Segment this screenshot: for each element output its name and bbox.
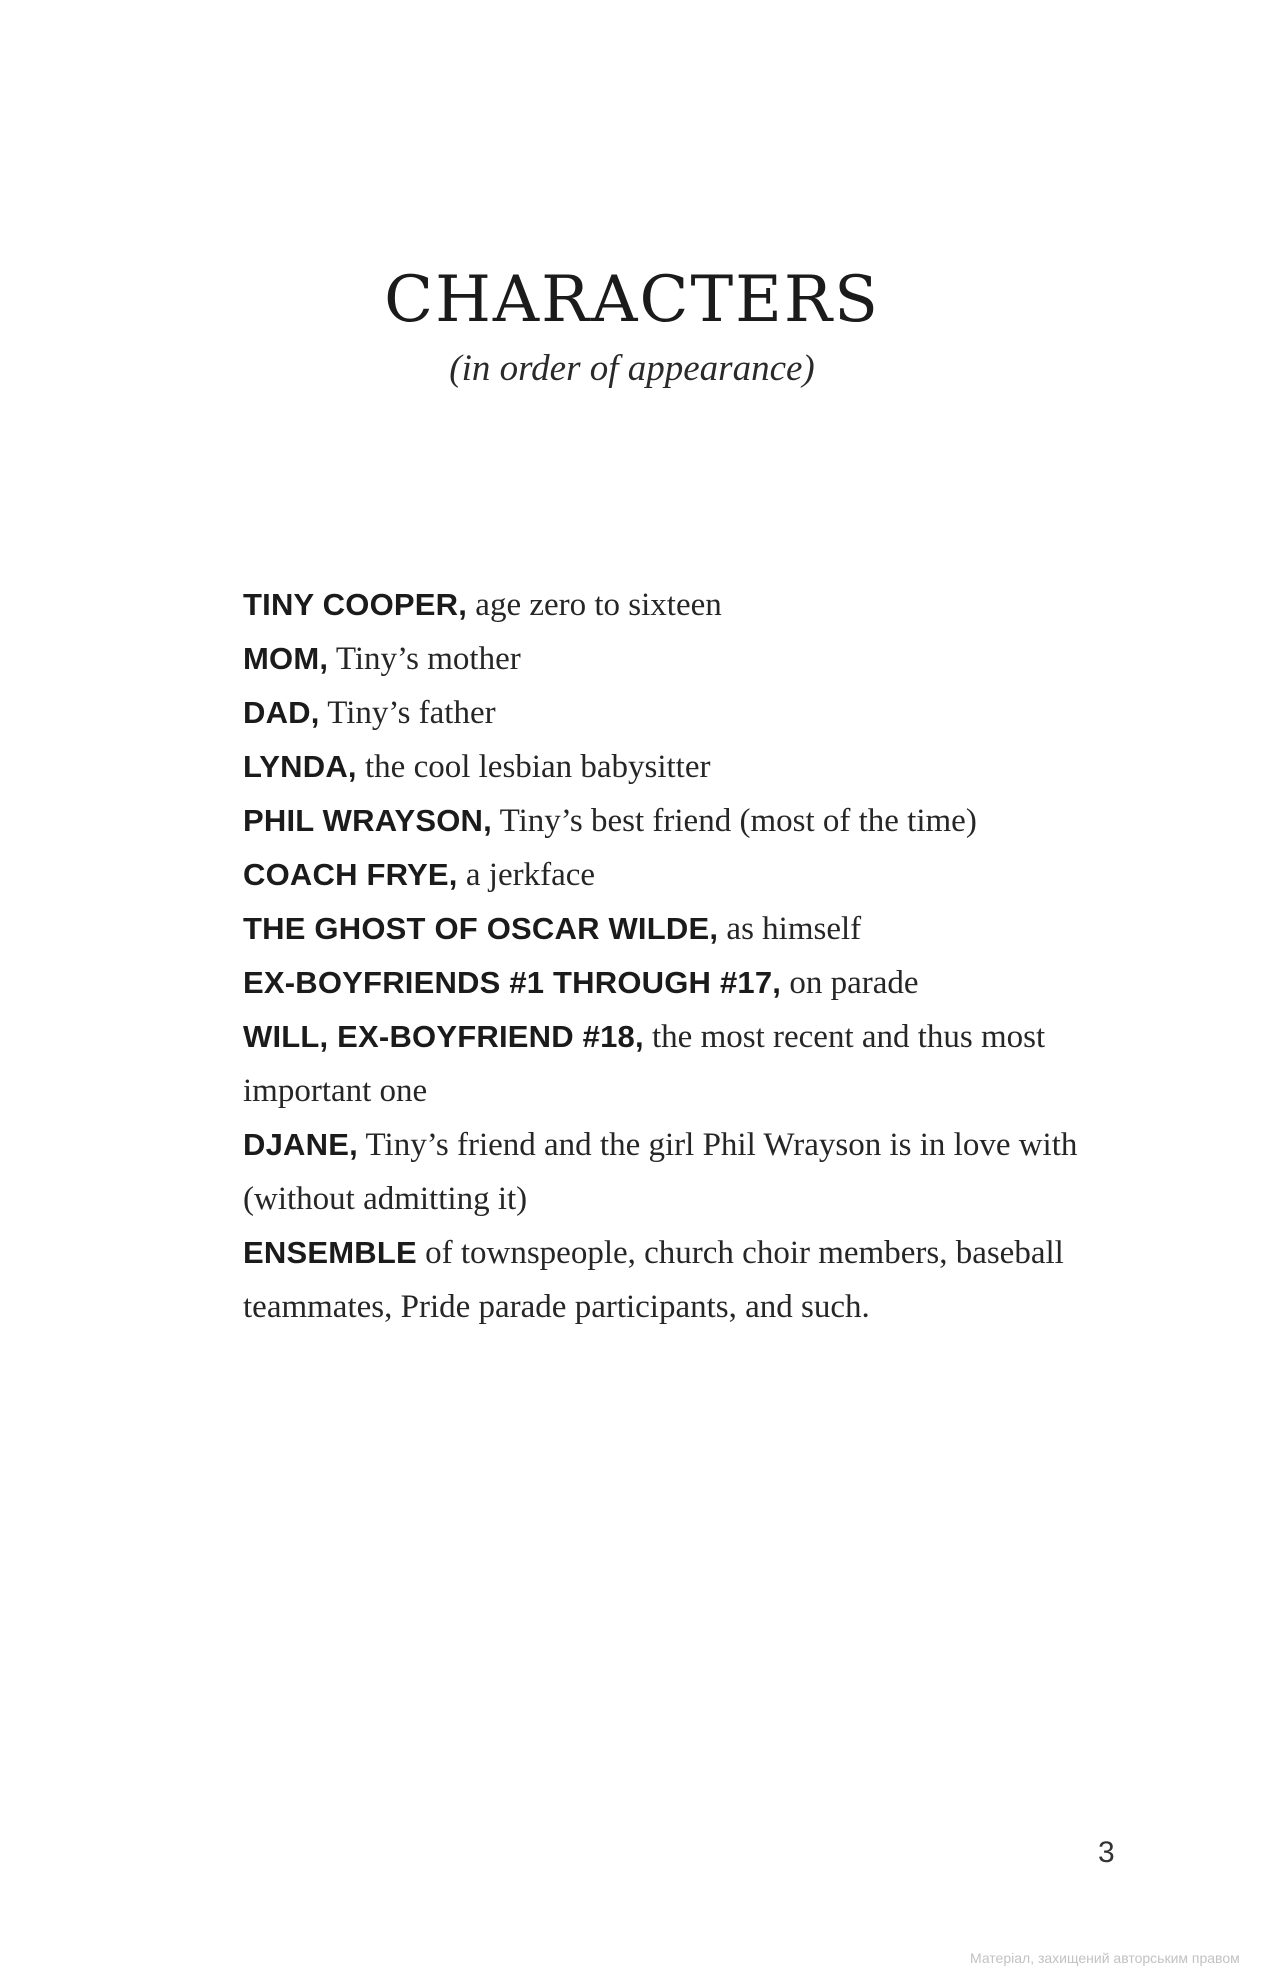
character-description: Tiny’s best friend (most of the time) [491, 803, 977, 839]
character-entry [243, 1118, 1093, 1226]
character-name: MOM, [243, 641, 329, 676]
character-name: DJANE, [243, 1127, 358, 1162]
character-description: the most recent and thus most important one [243, 1019, 1046, 1109]
character-entry [243, 1226, 1093, 1334]
character-name: DAD, [243, 695, 320, 730]
character-name: TINY COOPER, [243, 587, 468, 622]
character-entry [243, 632, 1093, 686]
character-name: ENSEMBLE [243, 1235, 417, 1270]
page-subtitle: (in order of appearance) [449, 348, 815, 389]
character-list [243, 578, 1093, 1334]
character-description: on parade [781, 965, 919, 1001]
character-entry [243, 1010, 1093, 1118]
character-entry [243, 794, 1093, 848]
character-entry [243, 686, 1093, 740]
page-title: CHARACTERS [384, 263, 880, 337]
character-name: EX-BOYFRIENDS #1 THROUGH #17, [243, 965, 782, 1000]
character-entry [243, 902, 1093, 956]
character-description: Tiny’s mother [328, 641, 521, 677]
character-description: a jerkface [457, 857, 596, 893]
copyright-watermark: Матеріал, захищений авторським правом [970, 1950, 1240, 1966]
character-entry [243, 578, 1093, 632]
character-entry [243, 848, 1093, 902]
character-entry [243, 956, 1093, 1010]
character-description: the cool lesbian babysitter [356, 749, 711, 785]
character-name: THE GHOST OF OSCAR WILDE, [243, 911, 719, 946]
character-description: age zero to sixteen [467, 587, 722, 623]
character-description: Tiny’s father [319, 695, 496, 731]
character-description: of townspeople, church choir members, baseball teammates, Pride parade participants, and such. [243, 1235, 1064, 1325]
character-name: COACH FRYE, [243, 857, 458, 892]
character-description: Tiny’s friend and the girl Phil Wrayson is in love with (without admitting it) [243, 1127, 1078, 1217]
character-description: as himself [718, 911, 862, 947]
character-name: WILL, EX-BOYFRIEND #18, [243, 1019, 644, 1054]
character-entry [243, 740, 1093, 794]
page-number: 3 [1098, 1836, 1115, 1869]
character-name: PHIL WRAYSON, [243, 803, 492, 838]
character-name: LYNDA, [243, 749, 357, 784]
